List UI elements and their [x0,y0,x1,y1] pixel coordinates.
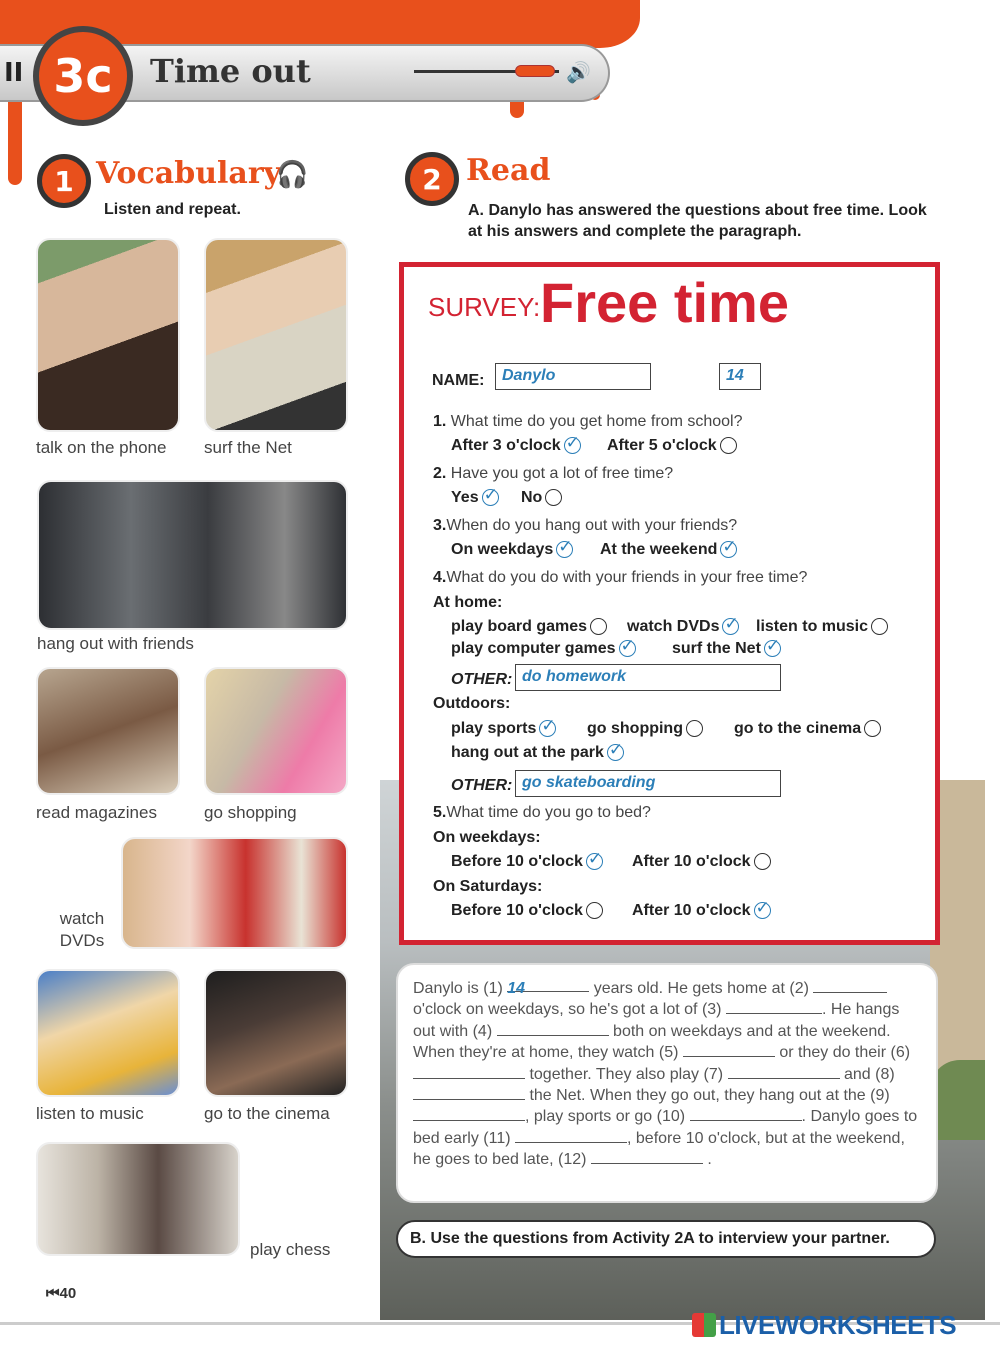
at-home-label: At home: [433,594,503,611]
option-label: After 10 o'clock [632,902,751,919]
paragraph-text: (5) [658,1044,679,1062]
paragraph-text: . [821,1001,827,1019]
option [632,902,771,920]
survey-label: SURVEY: [428,292,541,322]
answer-blank-4[interactable] [497,1022,609,1036]
outdoors-label: Outdoors: [433,695,511,712]
caption: read magazines [36,803,157,822]
photo-read-magazines [36,667,180,795]
caption: play chess [250,1240,331,1259]
option-label: watch DVDs [627,618,720,635]
option-label: At the weekend [600,541,718,558]
vocabulary-instruction: Listen and repeat. [104,201,241,218]
checked-radio[interactable] [482,489,499,506]
survey-title: Free time [540,271,789,334]
option [607,437,737,455]
paragraph-text: . Danylo goes to bed early [413,1108,918,1147]
answer-blank-8[interactable] [413,1086,525,1100]
caption: go shopping [204,803,297,822]
checked-radio[interactable] [720,541,737,558]
option-label: go shopping [587,720,683,737]
radio[interactable] [545,489,562,506]
volume-icon[interactable]: 🔊 [566,60,591,84]
option [521,489,562,507]
paragraph-text: and at the weekend. When they're at home, they watch [413,1022,891,1062]
photo-watch-dvds [121,837,348,949]
headphones-icon[interactable]: 🎧 [276,160,309,190]
section-title: Read [466,153,551,188]
caption: listen to music [36,1104,144,1123]
option [451,489,499,507]
paragraph-text: He hangs out with (4) [413,1001,900,1040]
caption: talk on the phone [36,438,167,457]
option-label: listen to music [756,618,869,635]
pause-icon[interactable]: II [4,58,24,88]
option-label: hang out at the park [451,744,604,761]
paragraph-text: both on weekdays [613,1022,743,1040]
option-label: After 10 o'clock [632,853,751,870]
photo-play-chess [36,1142,240,1256]
option-label: After 3 o'clock [451,437,561,454]
option-label: After 5 o'clock [607,437,717,454]
answer-blank-3[interactable] [726,1000,822,1014]
option-label: play computer games [451,640,616,657]
section-number-badge: 2 [405,152,459,206]
unit-title: Time out [150,52,311,90]
photo-listen-to-music [36,969,180,1097]
answer-blank-11[interactable] [515,1129,627,1143]
weekdays-label: On weekdays: [433,829,541,846]
option-label: Yes [451,489,479,506]
logo-text: LIVEWORKSHEETS [719,1310,957,1340]
paragraph-text: Danylo is (1) [413,980,503,997]
question-number: 5. [433,804,447,821]
paragraph-text: or they do their (6) [779,1044,911,1062]
checked-radio[interactable] [539,720,556,737]
caption: hang out with friends [37,634,194,653]
paragraph-text: together. [529,1065,592,1083]
paragraph-text: years old. He gets home at (2) [593,980,809,997]
paragraph-text: , [525,1108,530,1126]
home-other-field[interactable]: do homework [515,664,781,691]
option-label: Before 10 o'clock [451,902,583,919]
read-instruction-a: A. Danylo has answered the questions about free time. Look at his answers and complete the paragraph. [468,202,927,240]
option [600,541,737,559]
option [451,902,603,920]
option-label: surf the Net [672,640,761,657]
option [672,640,781,658]
option [451,853,603,871]
radio[interactable] [864,720,881,737]
page-number-text: 40 [59,1285,77,1302]
caption: watch DVDs [59,909,105,950]
option [587,720,703,738]
paint-drip [8,90,22,185]
radio[interactable] [720,437,737,454]
question-5 [433,804,651,822]
photo-talk-on-phone [36,238,180,432]
question-3 [433,517,737,535]
question-number: 1. [433,413,447,430]
checked-radio[interactable] [556,541,573,558]
option [451,720,556,738]
question-text: What time do you get home from school? [450,413,743,430]
option-label: play board games [451,618,588,635]
option-label: play sports [451,720,537,737]
background-tree [930,1060,985,1140]
answer-blank-10[interactable] [690,1107,802,1121]
caption: go to the cinema [204,1104,330,1123]
question-number: 2. [433,465,447,482]
answer-blank-5[interactable] [683,1043,775,1057]
answer-blank-6[interactable] [413,1065,525,1079]
paragraph-text: Net. When they go out, they hang out at the (9) [556,1087,890,1105]
answer-blank-1[interactable] [507,978,589,997]
liveworksheets-logo[interactable] [692,1310,956,1341]
read-instruction-b: B. Use the questions from Activity 2A to interview your partner. [396,1220,936,1258]
other-label: OTHER: [451,671,513,688]
page-start-icon: ⏮ [46,1285,60,1302]
option-label: Before 10 o'clock [451,853,583,870]
option [451,640,636,658]
age-field[interactable]: 14 [719,363,761,390]
gap-fill-paragraph [413,978,923,1171]
option-label: go to the cinema [734,720,862,737]
caption: surf the Net [204,438,292,457]
question-text: Have you got a lot of free time? [450,465,674,482]
option [627,618,739,636]
answer-blank-9[interactable] [413,1107,525,1121]
photo-surf-the-net [204,238,348,432]
question-text: What do you do with your friends in your free time? [446,569,808,586]
option-label: On weekdays [451,541,554,558]
paragraph-text: and (8) [843,1065,895,1083]
audio-slider-thumb[interactable] [515,65,555,77]
answer-blank-7[interactable] [728,1065,840,1079]
paragraph-text: the [529,1087,552,1105]
checked-radio[interactable] [619,640,636,657]
paragraph-text: goes to bed late, (12) [435,1151,587,1169]
paragraph-text: play sports or go (10) [533,1108,686,1126]
answer-blank-12[interactable] [591,1150,703,1164]
outdoors-other-field[interactable]: go skateboarding [515,770,781,797]
paragraph-text: o'clock on weekdays, so he's got a lot of (3) [413,1001,722,1019]
option [451,541,573,559]
name-label: NAME: [432,372,485,389]
name-field[interactable]: Danylo [495,363,651,390]
section-number-badge: 1 [37,154,91,208]
question-4 [433,569,807,587]
checked-radio[interactable] [586,853,603,870]
option [451,437,581,455]
other-label: OTHER: [451,777,513,794]
option [632,853,771,871]
answer-blank-2[interactable] [813,979,887,993]
checked-radio[interactable] [754,902,771,919]
paragraph-text: , before 10 o'clock, but at the weekend, he [413,1129,905,1169]
checked-radio[interactable] [764,640,781,657]
page-number [46,1285,76,1302]
option [756,618,888,636]
option-label: No [521,489,543,506]
question-1 [433,413,743,431]
paragraph-text: (11) [483,1129,511,1147]
paragraph-text: . [707,1151,712,1169]
radio[interactable] [686,720,703,737]
checked-radio[interactable] [607,744,624,761]
checked-radio[interactable] [564,437,581,454]
saturdays-label: On Saturdays: [433,878,543,895]
question-text: When do you hang out with your friends? [446,517,738,534]
radio[interactable] [590,618,607,635]
radio[interactable] [754,853,771,870]
unit-badge: 3c [33,26,133,126]
checked-radio[interactable] [722,618,739,635]
radio[interactable] [871,618,888,635]
option [451,618,607,636]
answer-1: 14 [507,980,526,997]
photo-go-to-cinema [204,969,348,1097]
option [451,744,624,762]
question-number: 4. [433,569,447,586]
photo-go-shopping [204,667,348,795]
photo-hang-out [37,480,348,630]
section-title: Vocabulary [96,156,282,191]
question-number: 3. [433,517,447,534]
question-text: What time do you go to bed? [446,804,651,821]
option [734,720,881,738]
radio[interactable] [586,902,603,919]
question-2 [433,465,673,483]
liveworksheets-icon [692,1313,716,1337]
paragraph-text: They also play (7) [595,1065,724,1083]
